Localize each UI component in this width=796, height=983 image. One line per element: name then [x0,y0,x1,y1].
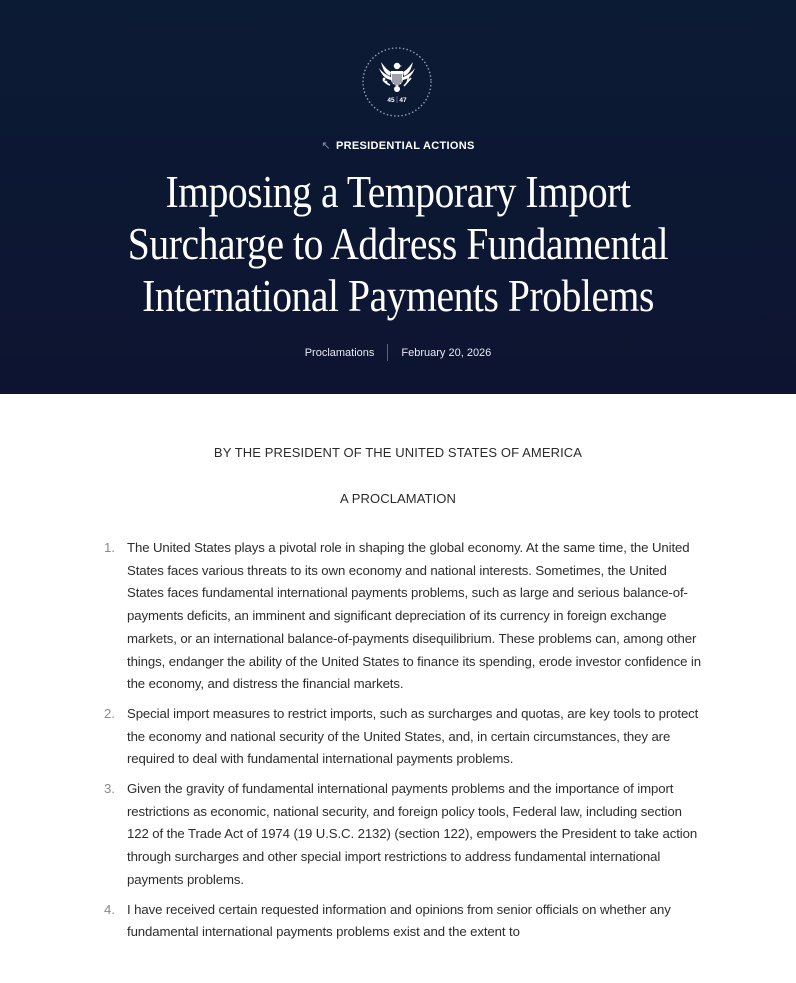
list-number: 2. [104,705,115,721]
page-title [107,166,688,322]
title-line-3: International Payments Problems [142,270,654,321]
list-number: 1. [104,540,115,555]
hero-header [0,0,796,394]
numbered-paragraphs [104,537,704,951]
list-item [104,537,704,696]
presidential-seal-icon[interactable] [361,46,433,118]
publish-date: February 20, 2026 [401,346,492,359]
preamble-heading: BY THE PRESIDENT OF THE UNITED STATES OF AMERICA [213,445,583,460]
list-text: Given the gravity of fundamental international payments problems and the importance of import restrictions as economic, national security, and foreign policy tools, Federal law, including section 122 of the Trade Act of 1974 (19 U.S.C. 2132) (section 122), empowers the President to take action through surcharges and other special import restrictions to address fundamental international payments problems. [127,781,698,887]
presidential-actions-link[interactable] [0,139,796,152]
category-link[interactable]: Proclamations [304,346,375,359]
eyebrow-label: PRESIDENTIAL ACTIONS [335,139,475,152]
list-number: 3. [104,781,115,797]
list-item [104,703,704,771]
post-meta [0,344,796,361]
title-line-1: Imposing a Temporary Import [165,166,631,217]
arrow-up-left-icon: ↖ [321,140,331,152]
seal-graphic [361,46,433,118]
seal-number-right: 47 [399,97,407,104]
list-text: I have received certain requested information and opinions from senior officials on whether any fundamental international payments problems exist and the extent to [127,901,671,940]
list-item [104,778,704,892]
seal-number-left: 45 [387,97,395,104]
proclamation-heading: A PROCLAMATION [339,491,456,506]
title-line-2: Surcharge to Address Fundamental [127,218,669,269]
list-number: 4. [104,901,115,917]
list-text: The United States plays a pivotal role in shaping the global economy. At the same time, the United States faces various threats to its own economy and national interests. Sometimes, the United States faces fundamental international payments problems, such as large and serious balance-of-payments deficits, an imminent and significant depreciation of its currency in foreign exchange markets, or an international balance-of-payments disequilibrium. These problems can, among other things, endanger the ability of the United States to finance its spending, erode investor confidence in the economy, and distress the financial markets. [127,540,701,692]
list-text: Special import measures to restrict imports, such as surcharges and quotas, are key tools to protect the economy and national security of the United States, and, in certain circumstances, they are required to deal with fundamental international payments problems. [127,705,699,767]
list-item [104,899,704,944]
